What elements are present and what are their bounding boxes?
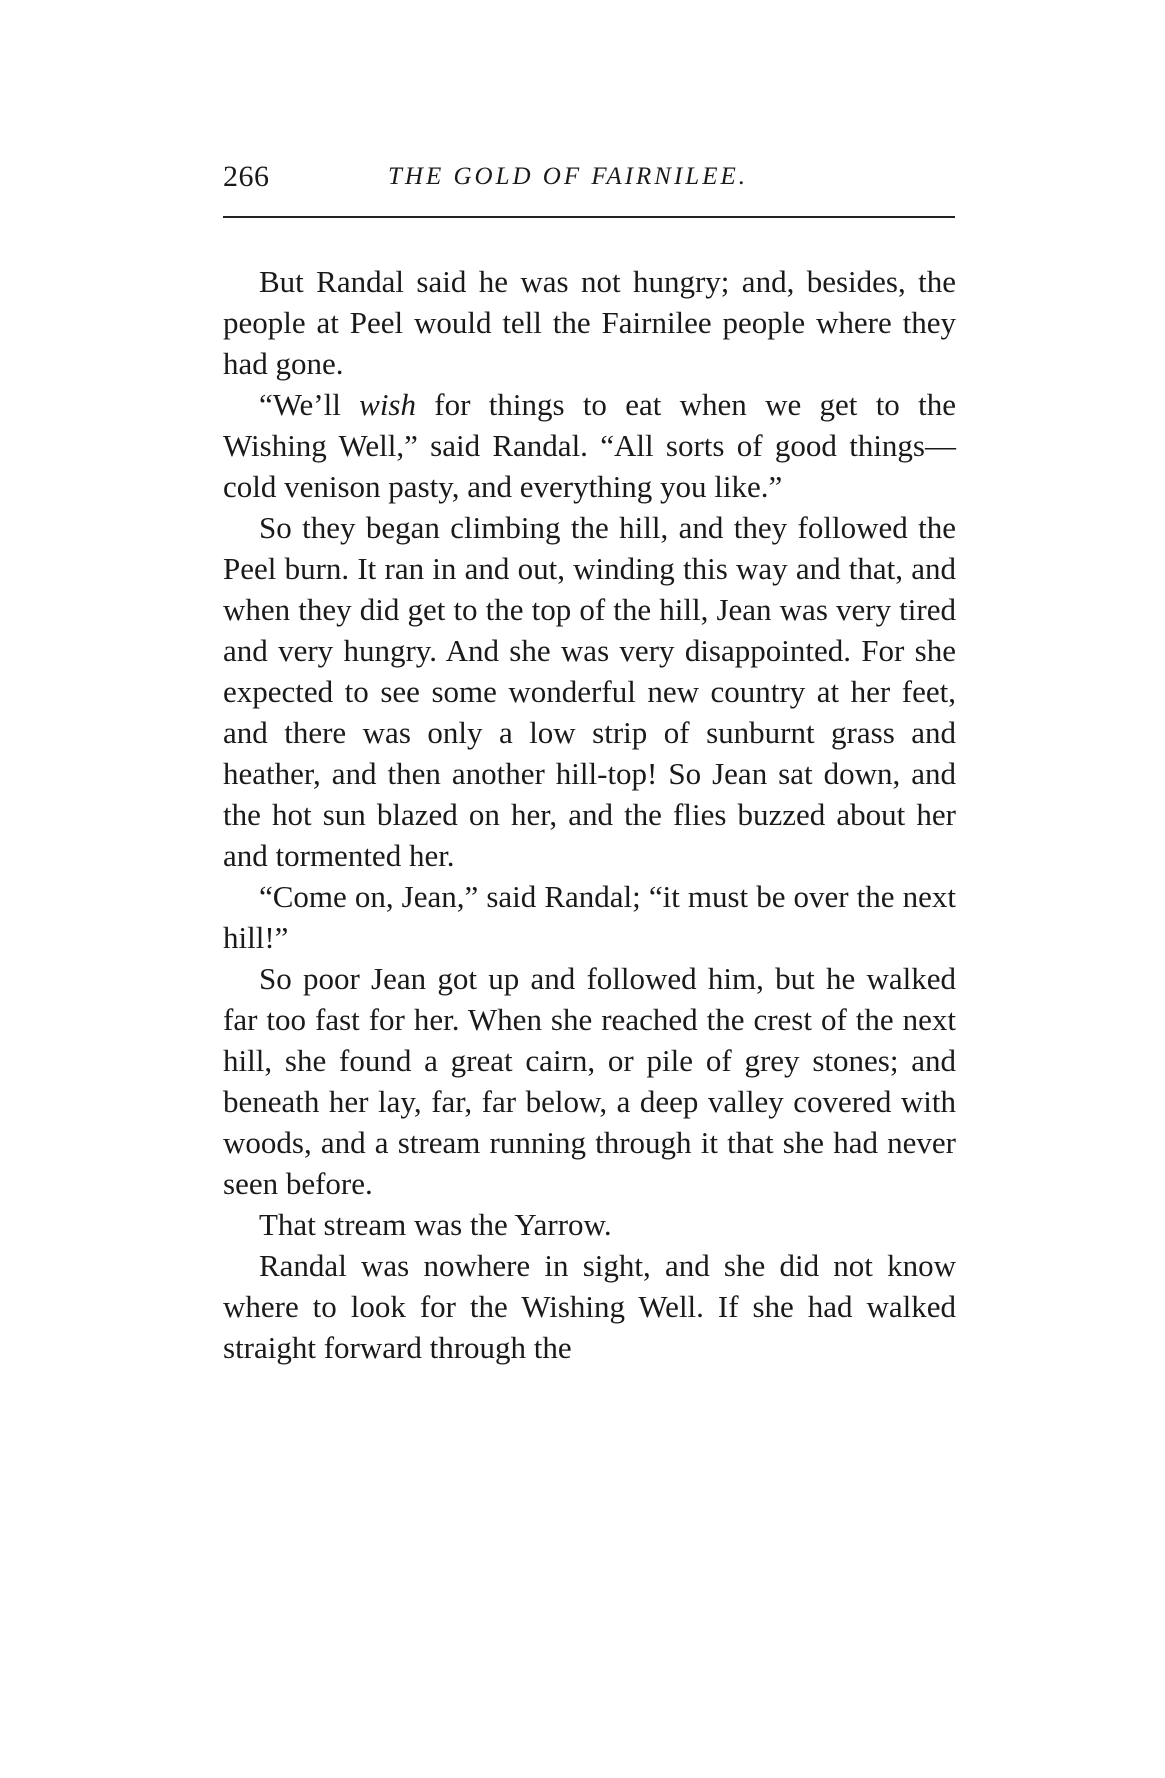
paragraph-text: for things to eat when we get to the Wishing Well,” said Randal. “All sorts of good things—cold venison pasty, and everything you like.” xyxy=(223,387,956,504)
emphasis-text: wish xyxy=(359,387,416,422)
page-number: 266 xyxy=(223,160,270,193)
paragraph: So poor Jean got up and followed him, but he walked far too fast for her. When she reached the crest of the next hill, she found a great cairn, or pile of grey stones; and beneath her lay, far, far below, a deep valley covered with woods, and a stream running through it that she had never seen before. xyxy=(223,961,956,1201)
paragraph: So they began climbing the hill, and they followed the Peel burn. It ran in and out, winding this way and that, and when they did get to the top of the hill, Jean was very tired and very hungry. And she was very disappointed. For she expected to see some wonderful new country at her feet, and there was only a low strip of sunburnt grass and heather, and then another hill-top! So Jean sat down, and the hot sun blazed on her, and the flies buzzed about her and tormented her. xyxy=(223,510,956,873)
paragraph: Randal was nowhere in sight, and she did not know where to look for the Wishing Well. If she had walked straight forward through the xyxy=(223,1248,956,1365)
body-text xyxy=(223,261,956,1368)
paragraph: But Randal said he was not hungry; and, besides, the people at Peel would tell the Fairnilee people where they had gone. xyxy=(223,264,956,381)
running-title: THE GOLD OF FAIRNILEE. xyxy=(388,163,748,190)
page-header xyxy=(223,160,958,200)
header-rule xyxy=(223,216,955,218)
paragraph: “Come on, Jean,” said Randal; “it must be over the next hill!” xyxy=(223,879,956,955)
paragraph xyxy=(223,384,956,507)
paragraph: That stream was the Yarrow. xyxy=(259,1207,612,1242)
paragraph-text: “We’ll xyxy=(259,387,360,422)
